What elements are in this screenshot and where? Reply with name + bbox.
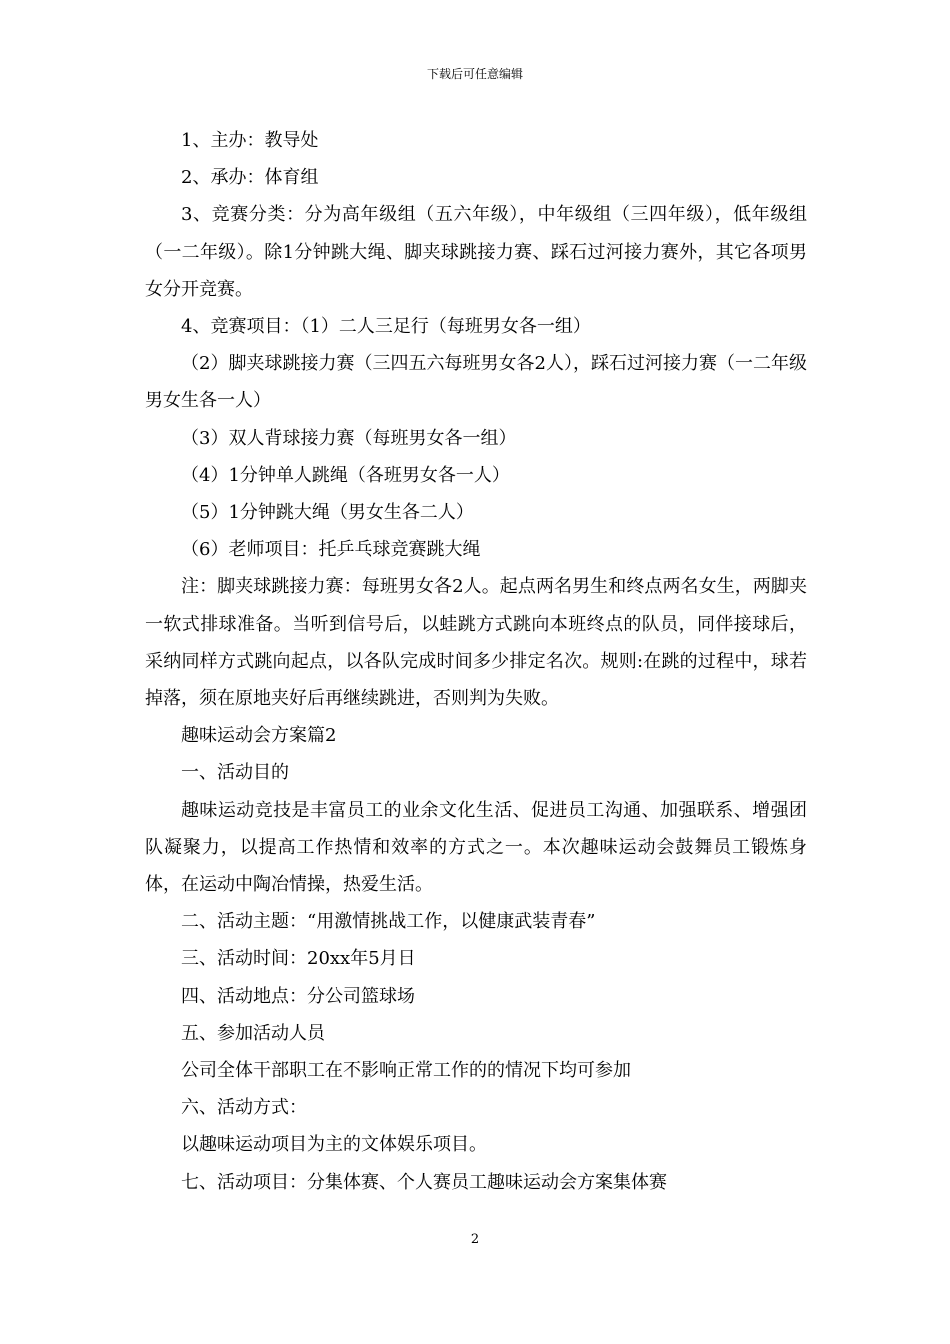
page-number: 2 bbox=[470, 1232, 480, 1247]
document-body bbox=[145, 122, 807, 1201]
participants-text: 公司全体干部职工在不影响正常工作的的情况下均可参加 bbox=[181, 1060, 631, 1082]
competition-items: 4、竞赛项目：（1）二人三足行（每班男女各一组） bbox=[181, 316, 591, 338]
rules-note: 注：脚夹球跳接力赛：每班男女各2人。起点两名男生和终点两名女生，两脚夹一软式排球准备。当听到信号后，以蛙跳方式跳向本班终点的队员，同伴接球后，采纳同样方式跳向起点，以各队完成时间多少排定名次。规则:在跳的过程中，球若掉落，须在原地夹好后再继续跳进，否则判为失败。 bbox=[145, 576, 807, 710]
item-6: （6）老师项目：托乒乓球竞赛跳大绳 bbox=[181, 539, 481, 561]
section-title: 趣味运动会方案篇2 bbox=[181, 725, 337, 747]
heading-venue: 四、活动地点：分公司篮球场 bbox=[181, 985, 415, 1007]
item-5: （5）1分钟跳大绳（男女生各二人） bbox=[181, 502, 474, 524]
heading-time: 三、活动时间：20xx年5月日 bbox=[181, 948, 416, 970]
competition-categories: 3、竞赛分类：分为高年级组（五六年级），中年级组（三四年级），低年级组（一二年级）。除1分钟跳大绳、脚夹球跳接力赛、踩石过河接力赛外，其它各项男女分开竞赛。 bbox=[145, 204, 807, 300]
item-4: （4）1分钟单人跳绳（各班男女各一人） bbox=[181, 464, 510, 486]
item-2: （2）脚夹球跳接力赛（三四五六每班男女各2人），踩石过河接力赛（一二年级男女生各一人） bbox=[145, 353, 807, 412]
purpose-text: 趣味运动竞技是丰富员工的业余文化生活、促进员工沟通、加强联系、增强团队凝聚力，以提高工作热情和效率的方式之一。本次趣味运动会鼓舞员工锻炼身体，在运动中陶冶情操，热爱生活。 bbox=[145, 799, 807, 896]
page-header: 下载后可任意编辑 bbox=[426, 67, 523, 81]
heading-participants: 五、参加活动人员 bbox=[181, 1022, 325, 1044]
organizer-line: 1、主办：教导处 bbox=[181, 130, 319, 151]
heading-theme: 二、活动主题：“用激情挑战工作，以健康武装青春” bbox=[181, 911, 596, 933]
heading-purpose: 一、活动目的 bbox=[181, 762, 289, 784]
heading-events: 七、活动项目：分集体赛、个人赛员工趣味运动会方案集体赛 bbox=[181, 1171, 667, 1193]
item-3: （3）双人背球接力赛（每班男女各一组） bbox=[181, 427, 517, 449]
undertaker-line: 2、承办：体育组 bbox=[181, 167, 319, 189]
heading-format: 六、活动方式： bbox=[181, 1097, 307, 1119]
format-text: 以趣味运动项目为主的文体娱乐项目。 bbox=[181, 1134, 487, 1156]
